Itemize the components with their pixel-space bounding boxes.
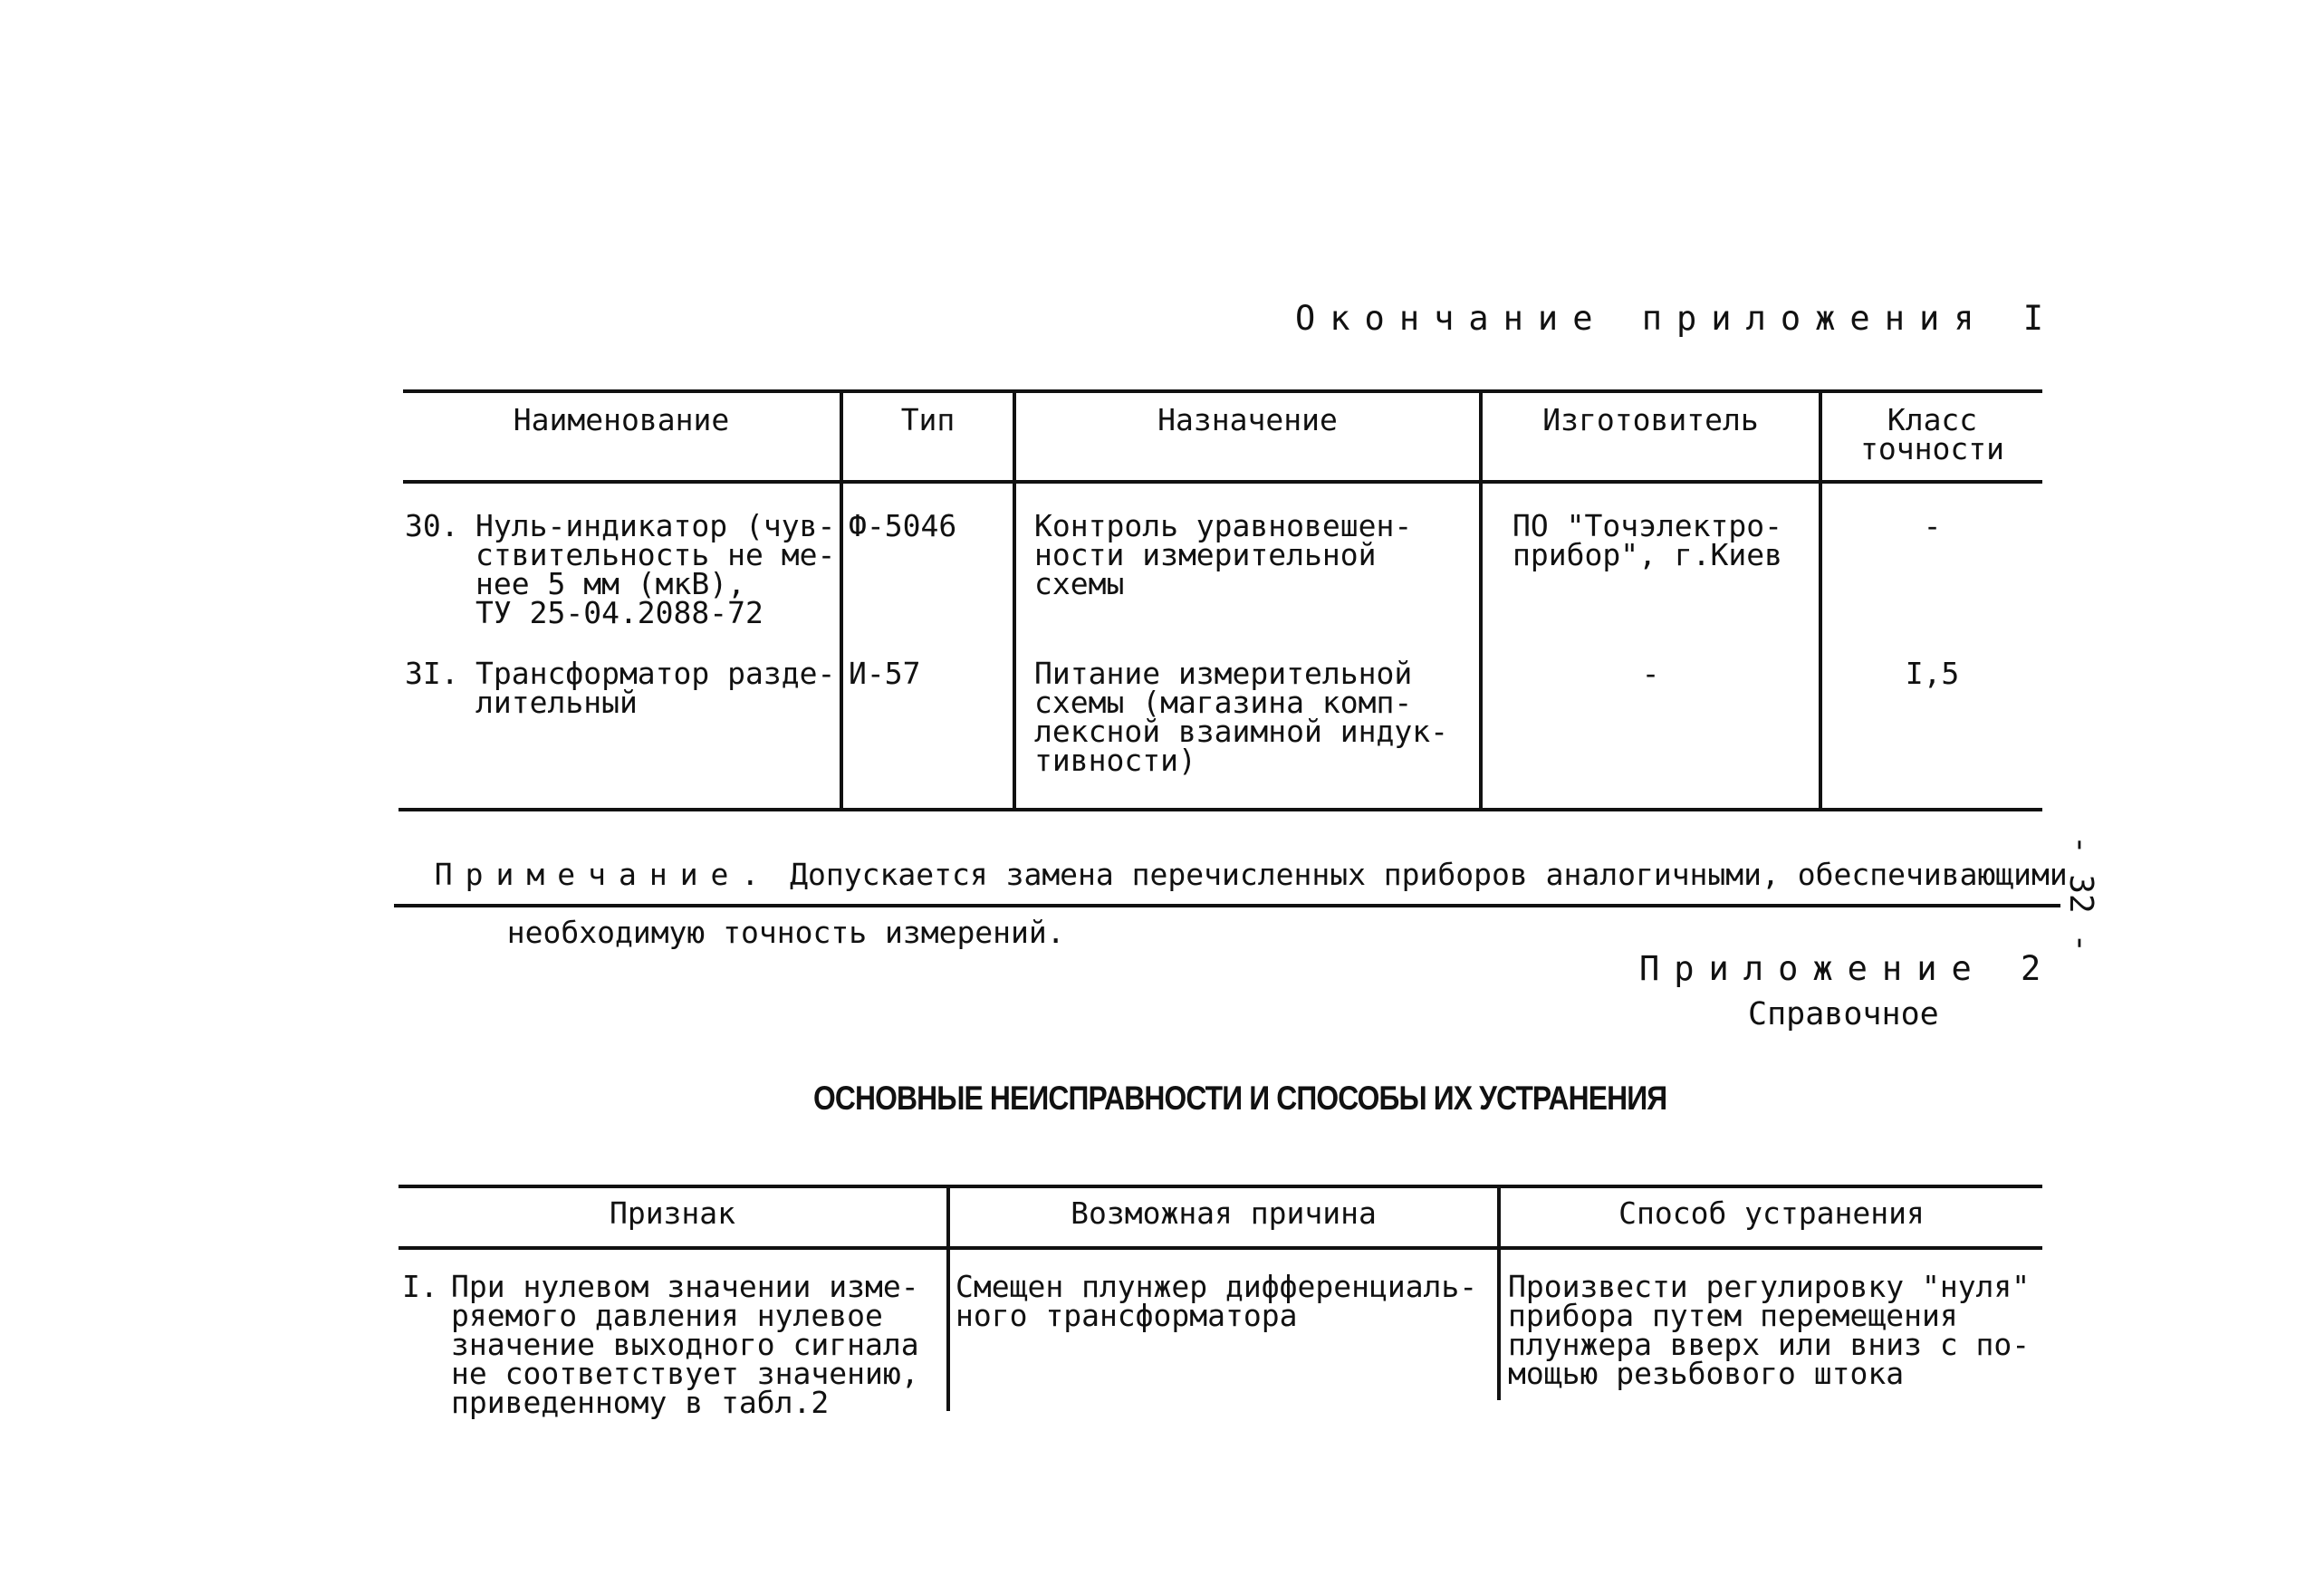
col-header-cause: Возможная причина [1071,1195,1377,1231]
col-header-purpose: Назначение [1157,402,1338,437]
col-header-remedy: Способ устранения [1618,1195,1925,1231]
row-number: 30. [405,508,459,543]
note-label: Примечание. [434,857,773,892]
cell-accuracy: I,5 [1905,656,1960,691]
cell-maker: ПО "Точэлектро- прибор", г.Киев [1513,508,1783,572]
table-header-rule [403,480,2042,484]
row-number: I. [402,1269,438,1304]
col-header-maker: Изготовитель [1542,402,1759,437]
col-header-name: Наименование [513,402,730,437]
col-divider [1479,389,1483,808]
appendix-title: Приложение 2 [1639,949,2056,988]
note-bottom-rule [394,904,2060,907]
cell-accuracy: - [1923,508,1942,543]
cell-name: Трансформатор разде- лительный [475,656,836,720]
cell-remedy: Произвести регулировку "нуля" прибора путем перемещения плунжера вверх или вниз с по- мощью резьбового штока [1508,1269,2031,1391]
appendix-subtitle: Справочное [1748,996,1939,1032]
table-top-rule [399,1185,2042,1188]
section-heading: ОСНОВНЫЕ НЕИСПРАВНОСТИ И СПОСОБЫ ИХ УСТРАНЕНИЯ [813,1080,1667,1117]
cell-cause: Смещен плунжер дифференциаль- ного трансформатора [956,1269,1478,1333]
table-bottom-rule [399,808,2042,811]
col-header-type: Тип [900,402,956,437]
col-header-accuracy: Класс точности [1860,402,2004,466]
table-note [399,831,2068,950]
note-text: Допускается замена перечисленных приборов аналогичными, обеспечивающими [790,857,2068,892]
page-number: - 32 - [2062,835,2099,954]
instruments-table [403,389,2042,811]
note-text-line2: необходимую точность измерений. [506,915,1065,950]
table-top-rule [403,389,2042,393]
row-number: 3I. [405,656,459,691]
col-header-sign: Признак [609,1195,736,1231]
cell-sign: При нулевом значении изме- ряемого давления нулевое значение выходного сигнала не соответствует значению, приведенному в табл.2 [451,1269,919,1420]
cell-name: Нуль-индикатор (чув- ствительность не ме- нее 5 мм (мкВ), ТУ 25-04.2088-72 [475,508,836,630]
cell-maker: - [1641,656,1660,691]
cell-type: И-57 [849,656,921,691]
cell-purpose: Контроль уравновешен- ности измерительной схемы [1034,508,1413,601]
faults-table [399,1185,2042,1420]
cell-purpose: Питание измерительной схемы (магазина комп- лексной взаимной индук- тивности) [1034,656,1448,778]
continuation-title: Окончание приложения I [1295,299,2059,338]
col-divider [840,389,843,808]
table-header-rule [399,1246,2042,1250]
col-divider [1013,389,1016,808]
cell-type: Ф-5046 [849,508,957,543]
